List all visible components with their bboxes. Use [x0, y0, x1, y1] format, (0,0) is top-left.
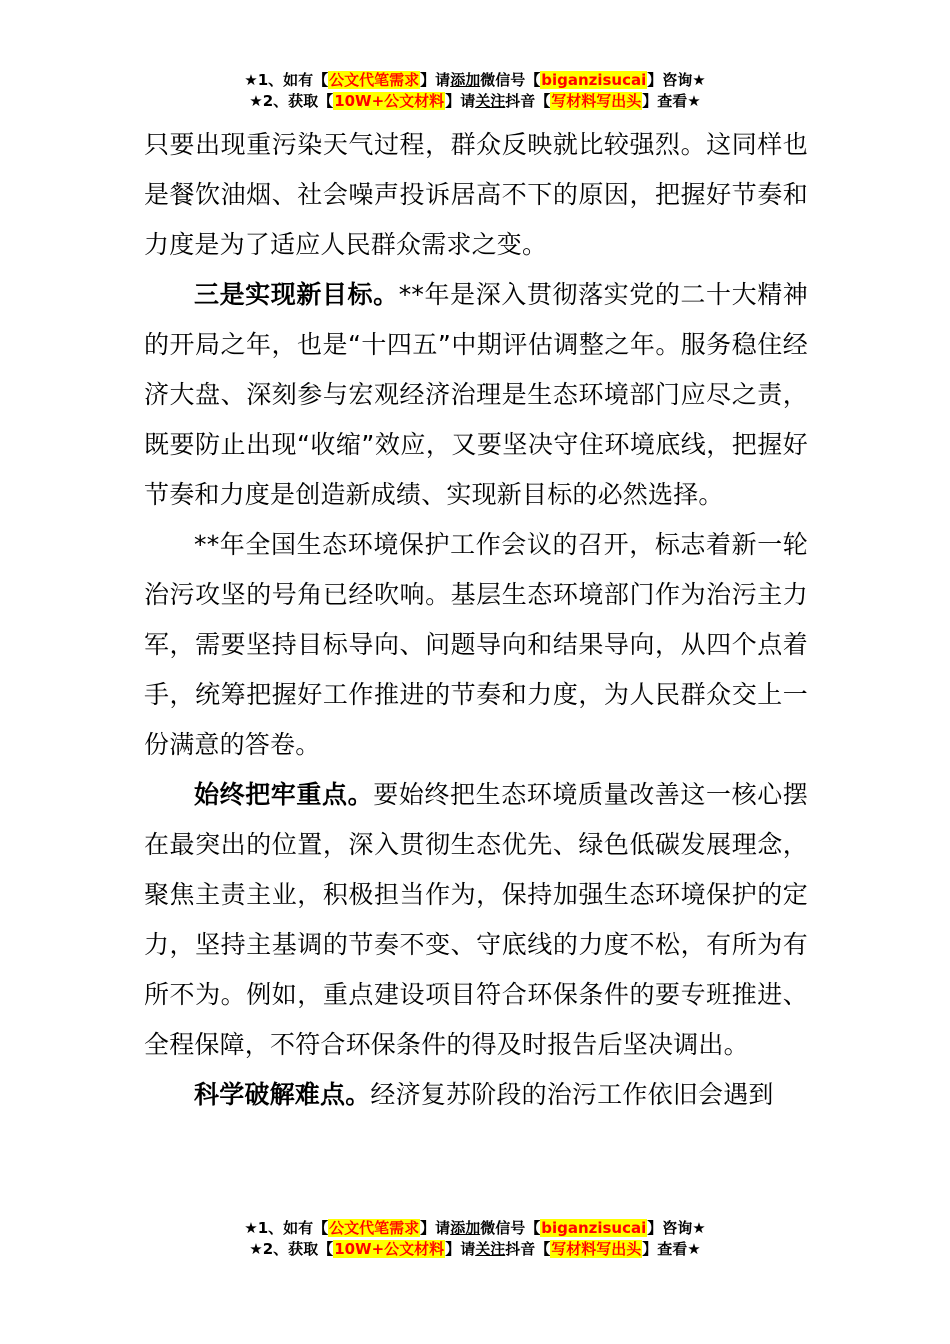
paragraph-2: [144, 270, 808, 520]
paragraph-heading: 三是实现新目标。: [194, 280, 399, 309]
banner-text: ★2、获取【: [249, 92, 334, 110]
banner-line-2: [0, 1239, 950, 1260]
banner-text: 】查看★: [642, 92, 701, 110]
banner-text: 抖音【: [505, 92, 551, 110]
paragraph-3: [144, 520, 808, 770]
paragraph-1: [144, 120, 808, 270]
banner-line-1: [0, 70, 950, 91]
banner-line-2: [0, 91, 950, 112]
paragraph-text: 要始终把生态环境质量改善这一核心摆在最突出的位置，深入贯彻生态优先、绿色低碳发展理念，聚焦主责主业，积极担当作为，保持加强生态环境保护的定力，坚持主基调的节奏不变、守底线的力度不松，有所为有所不为。例如，重点建设项目符合环保条件的要专班推进、全程保障，不符合环保条件的得及时报告后坚决调出。: [144, 780, 808, 1059]
paragraph-5: [144, 1070, 808, 1120]
header-banner: [0, 70, 950, 112]
underlined-word: 添加: [450, 71, 481, 89]
highlight-service: 公文代笔需求: [329, 1219, 420, 1237]
highlight-douyin-account: 写材料写出头: [551, 1240, 642, 1258]
highlight-service: 公文代笔需求: [329, 71, 420, 89]
banner-text: 】查看★: [642, 1240, 701, 1258]
banner-text: ★1、如有【: [244, 71, 329, 89]
highlight-materials: 10W+公文材料: [334, 92, 445, 110]
paragraph-heading: 科学破解难点。: [194, 1080, 371, 1109]
banner-text: ★2、获取【: [249, 1240, 334, 1258]
banner-text: 微信号【: [480, 1219, 541, 1237]
banner-text: ★1、如有【: [244, 1219, 329, 1237]
underlined-word: 关注: [475, 1240, 506, 1258]
banner-text: 微信号【: [480, 71, 541, 89]
banner-text: 】咨询★: [647, 1219, 706, 1237]
document-body: [144, 120, 808, 1120]
highlight-materials: 10W+公文材料: [334, 1240, 445, 1258]
banner-text: 】咨询★: [647, 71, 706, 89]
banner-text: 抖音【: [505, 1240, 551, 1258]
highlight-wechat-id: biganzisucai: [541, 71, 647, 89]
paragraph-text: 经济复苏阶段的治污工作依旧会遇到: [370, 1080, 774, 1109]
underlined-word: 关注: [475, 92, 506, 110]
paragraph-text: **年是深入贯彻落实党的二十大精神的开局之年，也是“十四五”中期评估调整之年。服务稳住经济大盘、深刻参与宏观经济治理是生态环境部门应尽之责，既要防止出现“收缩”效应，又要坚决守住环境底线，把握好节奏和力度是创造新成绩、实现新目标的必然选择。: [144, 280, 808, 509]
paragraph-text: **年全国生态环境保护工作会议的召开，标志着新一轮治污攻坚的号角已经吹响。基层生态环境部门作为治污主力军，需要坚持目标导向、问题导向和结果导向，从四个点着手，统筹把握好工作推进的节奏和力度，为人民群众交上一份满意的答卷。: [144, 530, 808, 759]
banner-text: 】请: [445, 92, 476, 110]
paragraph-4: [144, 770, 808, 1070]
banner-text: 】请: [445, 1240, 476, 1258]
highlight-douyin-account: 写材料写出头: [551, 92, 642, 110]
footer-banner: [0, 1218, 950, 1260]
banner-text: 】请: [420, 1219, 451, 1237]
banner-line-1: [0, 1218, 950, 1239]
banner-text: 】请: [420, 71, 451, 89]
underlined-word: 添加: [450, 1219, 481, 1237]
paragraph-text: 只要出现重污染天气过程，群众反映就比较强烈。这同样也是餐饮油烟、社会噪声投诉居高不下的原因，把握好节奏和力度是为了适应人民群众需求之变。: [144, 130, 808, 259]
highlight-wechat-id: biganzisucai: [541, 1219, 647, 1237]
paragraph-heading: 始终把牢重点。: [194, 780, 374, 809]
